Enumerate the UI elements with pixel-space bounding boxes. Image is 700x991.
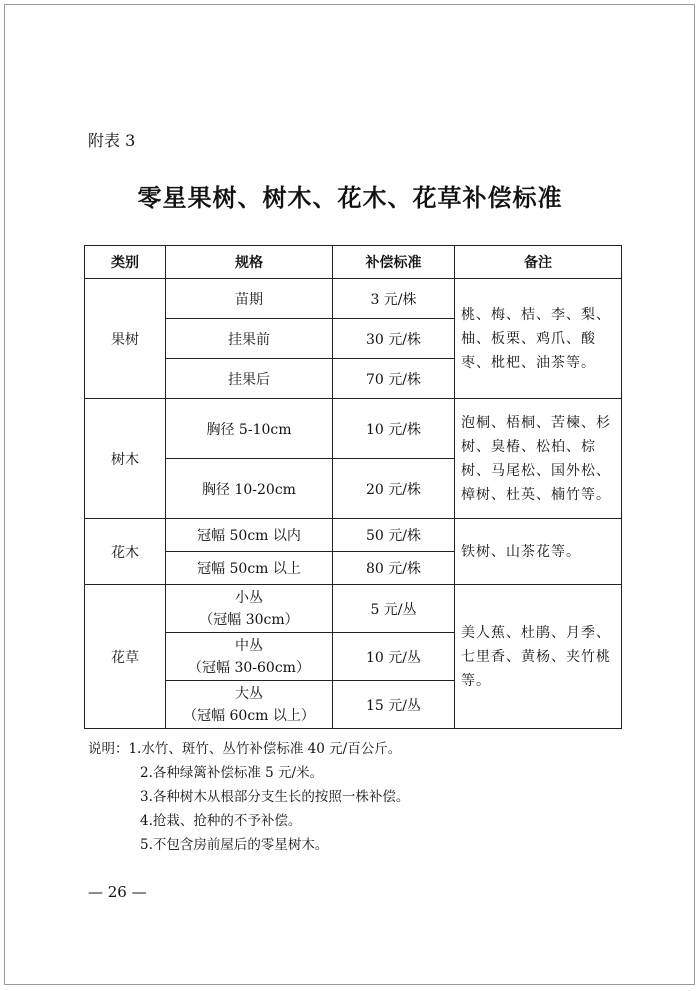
table-row: [85, 279, 622, 319]
header-price: 补偿标准: [333, 246, 455, 279]
note-line: 2.各种绿篱补偿标准 5 元/米。: [140, 765, 324, 781]
spec-cell: 挂果后: [166, 359, 333, 399]
spec-line: （冠幅 30-60cm）: [188, 659, 310, 676]
note-line: 4.抢栽、抢种的不予补偿。: [140, 813, 302, 829]
price-cell: 70 元/株: [333, 359, 455, 399]
price-cell: 3 元/株: [333, 279, 455, 319]
note-line: 5.不包含房前屋后的零星树木。: [140, 837, 329, 853]
spec-line: 小丛: [235, 589, 263, 606]
note-item: 1.水竹、斑竹、丛竹补偿标准 40 元/百公斤。: [128, 741, 402, 757]
notes-prefix: 说明：: [88, 741, 129, 757]
category-cell: 果树: [85, 279, 166, 399]
notes-section: [88, 737, 409, 857]
appendix-label: 附表 3: [88, 131, 136, 150]
spec-line: （冠幅 30cm）: [199, 611, 299, 628]
header-category: 类别: [85, 246, 166, 279]
price-cell: 15 元/丛: [333, 681, 455, 729]
spec-cell: [166, 585, 333, 633]
table-row: [85, 519, 622, 552]
table-header-row: [85, 246, 622, 279]
price-cell: 20 元/株: [333, 459, 455, 519]
note-line: [88, 737, 409, 761]
page-number: — 26 —: [88, 883, 147, 901]
spec-cell: [166, 633, 333, 681]
note-cell: 桃、梅、桔、李、梨、柚、板栗、鸡爪、酸枣、枇杷、油茶等。: [455, 279, 622, 399]
price-cell: 5 元/丛: [333, 585, 455, 633]
spec-cell: 胸径 10-20cm: [166, 459, 333, 519]
spec-cell: 苗期: [166, 279, 333, 319]
price-cell: 10 元/株: [333, 399, 455, 459]
table-row: [85, 585, 622, 633]
spec-cell: 胸径 5-10cm: [166, 399, 333, 459]
price-cell: 50 元/株: [333, 519, 455, 552]
spec-cell: [166, 681, 333, 729]
price-cell: 30 元/株: [333, 319, 455, 359]
header-spec: 规格: [166, 246, 333, 279]
spec-cell: 冠幅 50cm 以上: [166, 552, 333, 585]
spec-cell: 冠幅 50cm 以内: [166, 519, 333, 552]
note-cell: 铁树、山茶花等。: [455, 519, 622, 585]
category-cell: 花木: [85, 519, 166, 585]
spec-line: 中丛: [235, 637, 263, 654]
header-note: 备注: [455, 246, 622, 279]
note-line: 3.各种树木从根部分支生长的按照一株补偿。: [140, 789, 410, 805]
spec-cell: 挂果前: [166, 319, 333, 359]
category-cell: 花草: [85, 585, 166, 729]
compensation-table: [84, 245, 622, 729]
price-cell: 10 元/丛: [333, 633, 455, 681]
note-cell: 泡桐、梧桐、苦楝、杉树、臭椿、松柏、棕树、马尾松、国外松、樟树、杜英、楠竹等。: [455, 399, 622, 519]
page-title: 零星果树、树木、花木、花草补偿标准: [137, 184, 563, 212]
table-row: [85, 399, 622, 459]
spec-line: 大丛: [235, 685, 263, 702]
spec-line: （冠幅 60cm 以上）: [183, 707, 315, 724]
note-cell: 美人蕉、杜鹃、月季、七里香、黄杨、夹竹桃等。: [455, 585, 622, 729]
price-cell: 80 元/株: [333, 552, 455, 585]
category-cell: 树木: [85, 399, 166, 519]
